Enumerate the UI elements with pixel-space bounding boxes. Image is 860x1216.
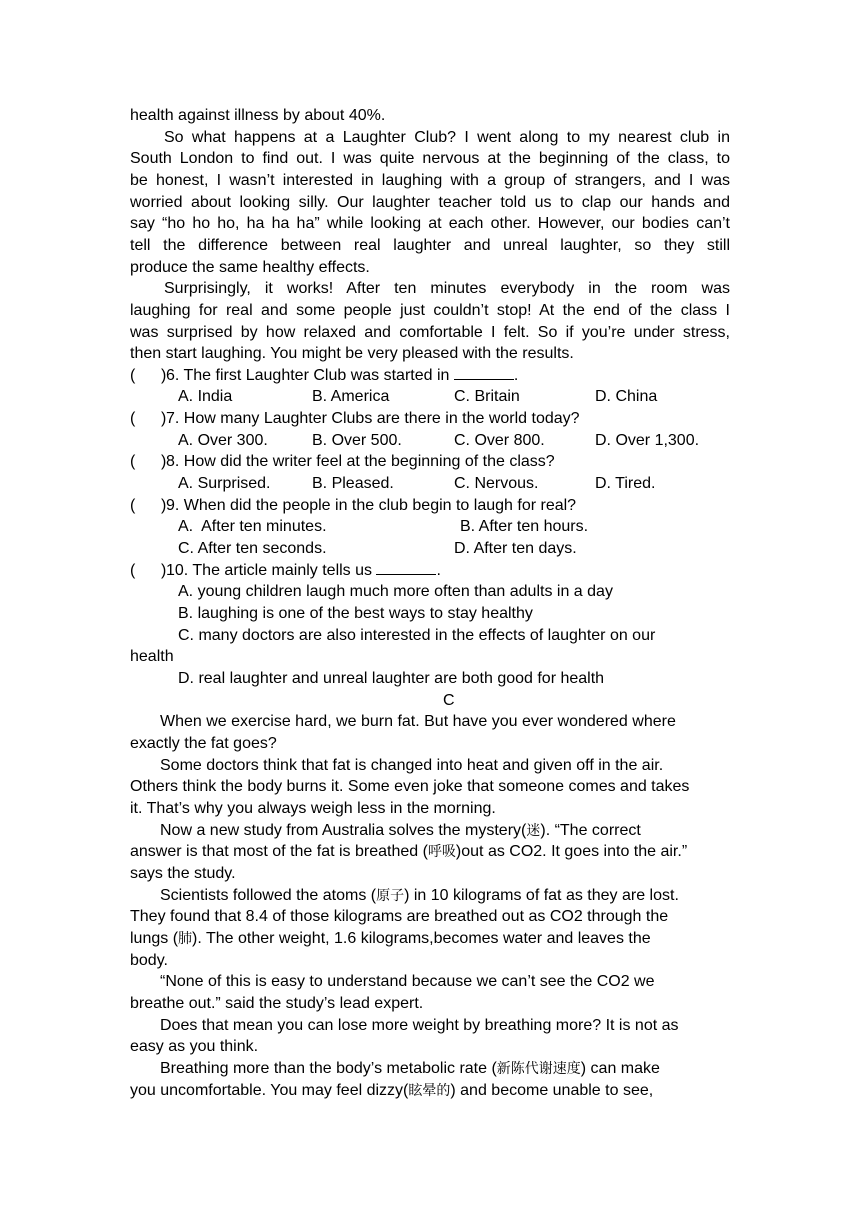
passage-line: health against illness by about 40%.: [130, 107, 386, 124]
question-stem: 7. How many Laughter Clubs are there in the world today?: [166, 410, 580, 427]
chinese-gloss: 肺: [178, 931, 193, 947]
question-stem: 10. The article mainly tells us: [166, 562, 373, 579]
chinese-gloss: 眩晕的: [408, 1083, 451, 1099]
option-b: B. America: [312, 388, 390, 405]
paragraph-line: They found that 8.4 of those kilograms are breathed out as CO2 through the: [130, 908, 669, 925]
paragraph-line: Does that mean you can lose more weight by breathing more? It is not as: [160, 1017, 679, 1034]
answer-bracket-close: ): [161, 453, 167, 470]
paragraph-line: answer is that most of the fat is breathed (呼吸)out as CO2. It goes into the air.”: [130, 843, 688, 860]
option-a: A. India: [178, 388, 233, 405]
paragraph-line: lungs (肺). The other weight, 1.6 kilograms,becomes water and leaves the: [130, 930, 651, 947]
paragraph-line: Breathing more than the body’s metabolic rate (新陈代谢速度) can make: [160, 1060, 660, 1077]
answer-blank: [454, 365, 514, 380]
passage-line: worried about looking silly. Our laughter teacher told us to clap our hands and: [130, 194, 730, 211]
paragraph-line: “None of this is easy to understand because we can’t see the CO2 we: [160, 973, 655, 990]
passage-line: then start laughing. You might be very pleased with the results.: [130, 345, 574, 362]
answer-bracket-close: ): [161, 562, 167, 579]
question-stem: 8. How did the writer feel at the beginning of the class?: [166, 453, 555, 470]
chinese-gloss: 呼吸: [427, 844, 456, 860]
option-b: B. laughing is one of the best ways to stay healthy: [178, 605, 533, 622]
option-d: D. Tired.: [595, 475, 656, 492]
question-end: .: [513, 367, 519, 384]
paragraph-line: Now a new study from Australia solves the mystery(迷). “The correct: [160, 822, 641, 839]
paragraph-line: Others think the body burns it. Some even joke that someone comes and takes: [130, 778, 690, 795]
option-c: C. many doctors are also interested in the effects of laughter on our: [178, 627, 656, 644]
question-end: .: [436, 562, 441, 579]
option-c: C. Britain: [454, 388, 520, 405]
paragraph-line: When we exercise hard, we burn fat. But have you ever wondered where: [160, 713, 676, 730]
option-a: A. Surprised.: [178, 475, 271, 492]
question-stem: 9. When did the people in the club begin to laugh for real?: [166, 497, 577, 514]
paragraph-line: breathe out.” said the study’s lead expert.: [130, 995, 424, 1012]
option-c: C. After ten seconds.: [178, 540, 327, 557]
answer-bracket-open: (: [130, 497, 136, 514]
paragraph-line: easy as you think.: [130, 1038, 259, 1055]
option-c-continued: health: [130, 648, 174, 665]
question-stem: 6. The first Laughter Club was started in: [166, 367, 450, 384]
option-b: B. Pleased.: [312, 475, 394, 492]
answer-bracket-close: ): [161, 410, 167, 427]
section-heading: C: [443, 692, 455, 709]
passage-line: tell the difference between real laughter and unreal laughter, so they still: [130, 237, 730, 254]
paragraph-line: says the study.: [130, 865, 236, 882]
passage-line: Surprisingly, it works! After ten minutes everybody in the room was: [164, 280, 730, 297]
passage-line: laughing for real and some people just couldn’t stop! At the end of the class I: [130, 302, 730, 319]
answer-bracket-close: ): [161, 367, 167, 384]
paragraph-line: body.: [130, 952, 168, 969]
passage-line: So what happens at a Laughter Club? I went along to my nearest club in: [164, 129, 730, 146]
option-d: D. After ten days.: [454, 540, 577, 557]
option-d: D. real laughter and unreal laughter are both good for health: [178, 670, 605, 687]
option-a: A. Over 300.: [178, 432, 268, 449]
answer-bracket-close: ): [161, 497, 167, 514]
answer-blank: [376, 560, 436, 575]
answer-bracket-open: (: [130, 410, 136, 427]
answer-bracket-open: (: [130, 453, 136, 470]
answer-bracket-open: (: [130, 562, 136, 579]
chinese-gloss: 原子: [376, 888, 405, 904]
passage-line: South London to find out. I was quite nervous at the beginning of the class, to: [130, 150, 730, 167]
option-d: D. Over 1,300.: [595, 432, 700, 449]
chinese-gloss: 迷: [526, 823, 541, 839]
paragraph-line: Scientists followed the atoms (原子) in 10 kilograms of fat as they are lost.: [160, 887, 679, 904]
chinese-gloss: 新陈代谢速度: [496, 1061, 581, 1077]
option-a: A. young children laugh much more often than adults in a day: [178, 583, 613, 600]
option-b: B. After ten hours.: [460, 518, 589, 535]
option-c: C. Over 800.: [454, 432, 545, 449]
option-b: B. Over 500.: [312, 432, 402, 449]
option-c: C. Nervous.: [454, 475, 539, 492]
answer-bracket-open: (: [130, 367, 136, 384]
option-a: A. After ten minutes.: [178, 518, 327, 535]
paragraph-line: exactly the fat goes?: [130, 735, 277, 752]
passage-line: produce the same healthy effects.: [130, 259, 370, 276]
passage-line: say “ho ho ho, ha ha ha” while looking at each other. However, our bodies can’t: [130, 215, 730, 232]
passage-line: was surprised by how relaxed and comfortable I felt. So if you’re under stress,: [130, 324, 730, 341]
paragraph-line: Some doctors think that fat is changed into heat and given off in the air.: [160, 757, 664, 774]
option-d: D. China: [595, 388, 658, 405]
paragraph-line: you uncomfortable. You may feel dizzy(眩晕的) and become unable to see,: [130, 1082, 654, 1099]
passage-line: be honest, I wasn’t interested in laughing with a group of strangers, and I was: [130, 172, 730, 189]
paragraph-line: it. That’s why you always weigh less in the morning.: [130, 800, 496, 817]
